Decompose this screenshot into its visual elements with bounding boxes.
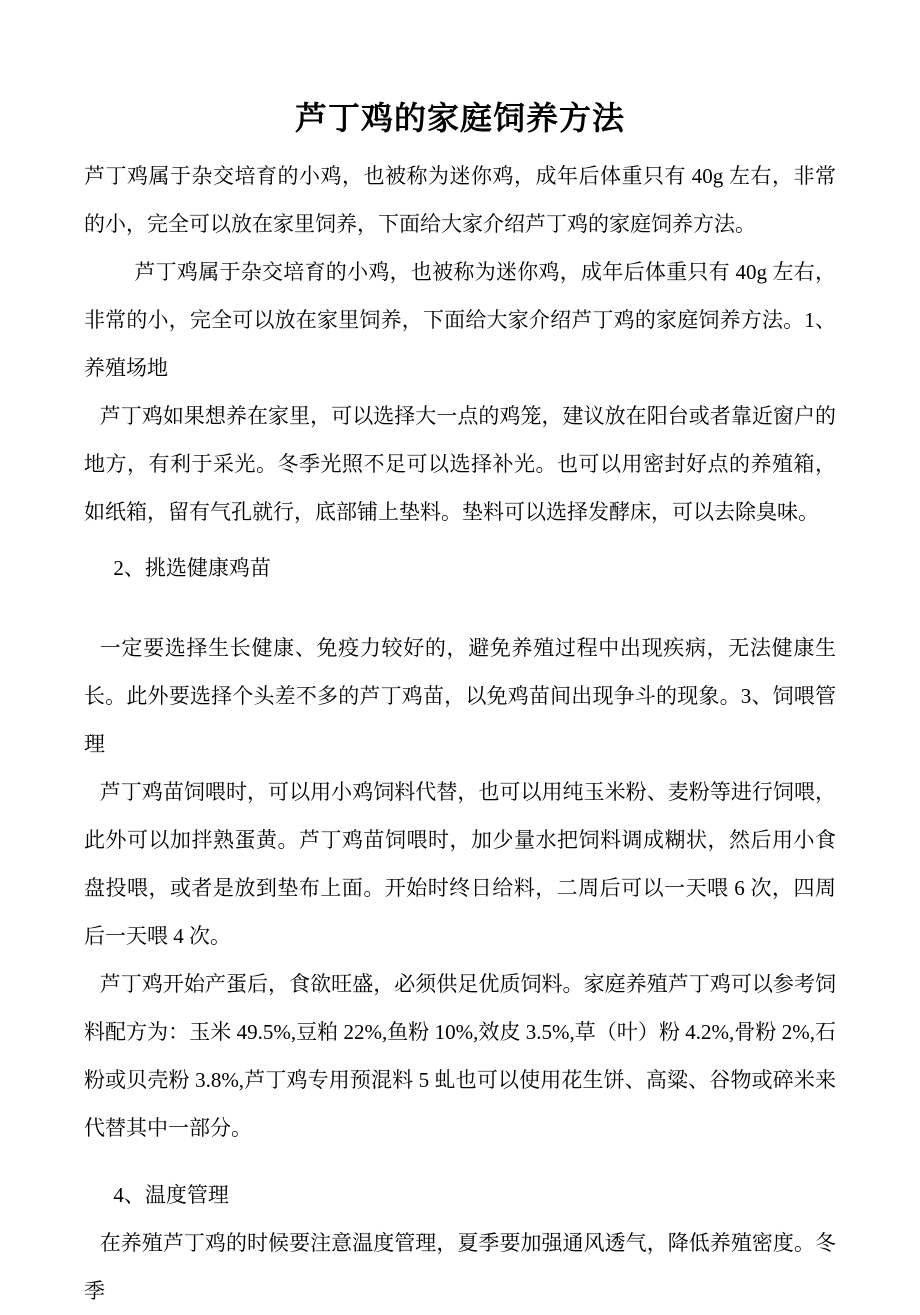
paragraph-feed-recipe: 芦丁鸡开始产蛋后，食欲旺盛，必须供足优质饲料。家庭养殖芦丁鸡可以参考饲料配方为：玉米 49.5%,豆粕 22%,鱼粉 10%,效皮 3.5%,草（叶）粉 4.2%,骨粉 2%,石粉或贝壳粉 3.8%,芦丁鸡专用预混料 5 虬也可以使用花生饼、高粱、谷物或碎米来代替其中一部分。: [84, 972, 836, 1140]
paragraph-housing: 芦丁鸡如果想养在家里，可以选择大一点的鸡笼，建议放在阳台或者靠近窗户的地方，有利于采光。冬季光照不足可以选择补光。也可以用密封好点的养殖箱，如纸箱，留有气孔就行，底部铺上垫料。垫料可以选择发酵床，可以去除臭味。: [84, 404, 836, 524]
section-heading-select-chicks: 2、挑选健康鸡苗: [113, 556, 271, 580]
paragraph-intro: 芦丁鸡属于杂交培育的小鸡，也被称为迷你鸡，成年后体重只有 40g 左右，非常的小，完全可以放在家里饲养，下面给大家介绍芦丁鸡的家庭饲养方法。: [84, 164, 836, 236]
paragraph-intro-repeat-section1: 芦丁鸡属于杂交培育的小鸡，也被称为迷你鸡，成年后体重只有 40g 左右，非常的小，完全可以放在家里饲养，下面给大家介绍芦丁鸡的家庭饲养方法。1、养殖场地: [84, 260, 836, 380]
paragraph-feeding: 芦丁鸡苗饲喂时，可以用小鸡饲料代替，也可以用纯玉米粉、麦粉等进行饲喂，此外可以加拌熟蛋黄。芦丁鸡苗饲喂时，加少量水把饲料调成糊状，然后用小食盘投喂，或者是放到垫布上面。开始时终日给料，二周后可以一天喂 6 次，四周后一天喂 4 次。: [84, 780, 836, 948]
section-heading-temperature: 4、温度管理: [113, 1183, 229, 1207]
paragraph-temperature: 在养殖芦丁鸡的时候要注意温度管理，夏季要加强通风透气，降低养殖密度。冬季: [84, 1231, 836, 1303]
document-title: 芦丁鸡的家庭饲养方法: [294, 100, 625, 136]
paragraph-select-chicks-section3: 一定要选择生长健康、免疫力较好的，避免养殖过程中出现疾病，无法健康生长。此外要选择个头差不多的芦丁鸡苗，以免鸡苗间出现争斗的现象。3、饲喂管理: [84, 636, 836, 756]
